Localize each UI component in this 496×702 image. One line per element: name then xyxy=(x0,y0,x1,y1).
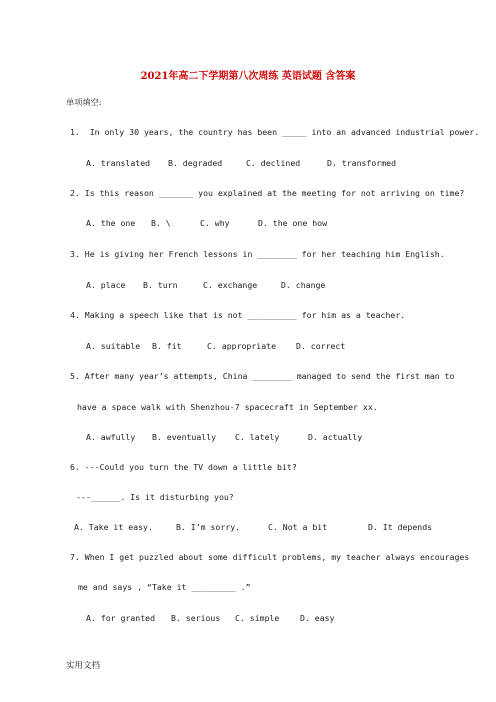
q2-option-b: B. \ xyxy=(151,218,171,228)
q3-option-d: D. change xyxy=(281,280,326,290)
q7-option-a: A. for granted xyxy=(86,613,156,623)
question-3-text: 3. He is giving her French lessons in ________ for her teaching him English. xyxy=(70,249,445,259)
q2-option-a: A. the one xyxy=(86,218,136,228)
q4-option-b: B. fit xyxy=(152,341,182,351)
question-1-text: 1. In only 30 years, the country has been _____ into an advanced industrial power. xyxy=(70,127,480,137)
question-7-text-line2: me and says , “Take it _________ .” xyxy=(78,582,251,592)
q3-option-b: B. turn xyxy=(143,280,178,290)
q3-option-a: A. place xyxy=(86,280,126,290)
q5-option-a: A. awfully xyxy=(86,432,136,442)
page-title: 2021年高二下学期第八次周练 英语试题 含答案 xyxy=(140,71,356,82)
q3-option-c: C. exchange xyxy=(203,280,258,290)
question-7-text-line1: 7. When I get puzzled about some difficult problems, my teacher always encourages xyxy=(70,552,470,562)
q4-option-d: D. correct xyxy=(296,341,346,351)
q6-option-d: D. It depends xyxy=(368,522,433,532)
question-2-text: 2. Is this reason _______ you explained at the meeting for not arriving on time? xyxy=(70,188,465,198)
q6-option-a: A. Take it easy. xyxy=(74,522,153,532)
q1-option-b: B. degraded xyxy=(168,158,223,168)
q7-option-c: C. simple xyxy=(235,613,280,623)
q1-option-a: A. translated xyxy=(86,158,151,168)
page-footer: 实用文档 xyxy=(66,661,101,671)
question-4-text: 4. Making a speech like that is not __________ for him as a teacher. xyxy=(70,310,406,320)
q1-option-d: D. transformed xyxy=(327,158,397,168)
section-heading: 单项填空: xyxy=(66,97,102,107)
q4-option-a: A. suitable xyxy=(86,341,141,351)
q6-option-c: C. Not a bit xyxy=(268,522,328,532)
question-6-text-line1: 6. ---Could you turn the TV down a little bit? xyxy=(70,462,297,472)
q5-option-d: D. actually xyxy=(308,432,363,442)
q5-option-b: B. eventually xyxy=(152,432,217,442)
q7-option-d: D. easy xyxy=(300,613,335,623)
q4-option-c: C. appropriate xyxy=(207,341,277,351)
q1-option-c: C. declined xyxy=(246,158,301,168)
question-6-text-line2: ---______. Is it disturbing you? xyxy=(76,492,234,502)
question-5-text-line2: have a space walk with Shenzhou-7 spacecraft in September xx. xyxy=(77,402,378,412)
q5-option-c: C. lately xyxy=(235,432,280,442)
q6-option-b: B. I’m sorry. xyxy=(176,522,241,532)
q2-option-c: C. why xyxy=(200,218,230,228)
q2-option-d: D. the one how xyxy=(258,218,328,228)
question-5-text-line1: 5. After many year’s attempts, China ________ managed to send the first man to xyxy=(70,371,455,381)
q7-option-b: B. serious xyxy=(171,613,221,623)
